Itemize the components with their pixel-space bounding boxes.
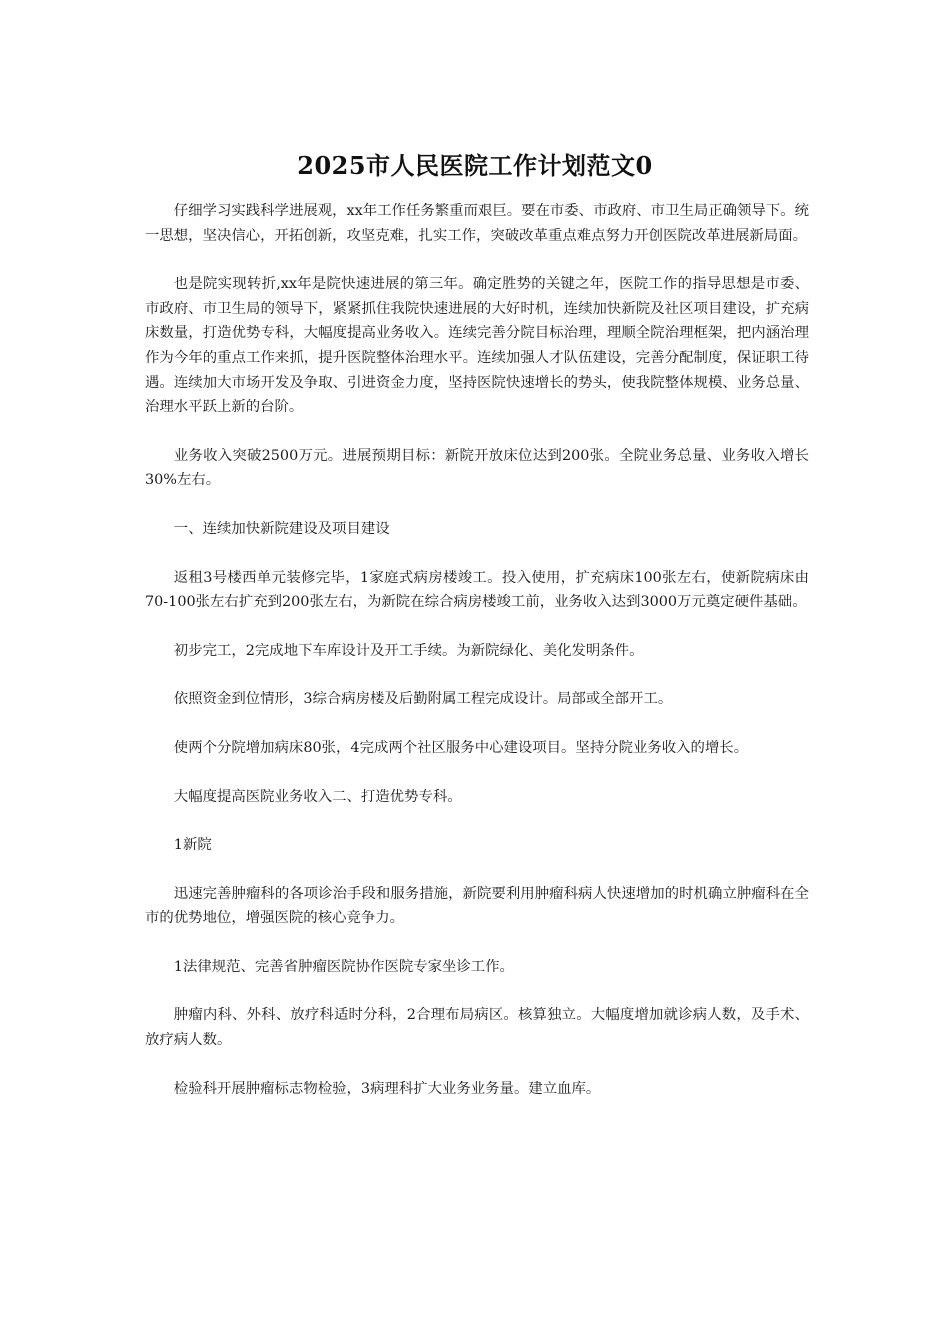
paragraph: 检验科开展肿瘤标志物检验，3病理科扩大业务业务量。建立血库。	[173, 1080, 601, 1097]
paragraph: 使两个分院增加病床80张，4完成两个社区服务中心建设项目。坚持分院业务收入的增长。	[173, 739, 749, 756]
paragraph: 仔细学习实践科学进展观，xx年工作任务繁重而艰巨。要在市委、市政府、市卫生局正确领导下。统一思想，坚决信心，开拓创新，攻坚克难，扎实工作，突破改革重点难点努力开创医院改革进展新局面。	[145, 203, 809, 244]
paragraph: 初步完工，2完成地下车库设计及开工手续。为新院绿化、美化发明条件。	[173, 642, 644, 659]
paragraph: 业务收入突破2500万元。进展预期目标：新院开放床位达到200张。全院业务总量、业务收入增长30%左右。	[145, 447, 809, 489]
paragraph: 迅速完善肿瘤科的各项诊治手段和服务措施，新院要利用肿瘤科病人快速增加的时机确立肿瘤科在全市的优势地位，增强医院的核心竞争力。	[145, 885, 809, 927]
paragraph: 返租3号楼西单元装修完毕，1家庭式病房楼竣工。投入使用，扩充病床100张左右，使新院病床由70-100张左右扩充到200张左右，为新院在综合病房楼竣工前，业务收入达到3000万元奠定硬件基础。	[145, 569, 809, 611]
paragraph: 依照资金到位情形，3综合病房楼及后勤附属工程完成设计。局部或全部开工。	[173, 691, 673, 708]
paragraph: 也是院实现转折,xx年是院快速进展的第三年。确定胜势的关键之年，医院工作的指导思想是市委、市政府、市卫生局的领导下，紧紧抓住我院快速进展的大好时机，连续加快新院及社区项目建设，扩充病床数量，打造优势专科，大幅度提高业务收入。连续完善分院目标治理，理顺全院治理框架，把内涵治理作为今年的重点工作来抓，提升医院整体治理水平。连续加强人才队伍建设，完善分配制度，保证职工待遇。连续加大市场开发及争取、引进资金力度，坚持医院快速增长的势头，使我院整体规模、业务总量、治理水平跃上新的台阶。	[145, 276, 809, 416]
paragraph: 肿瘤内科、外科、放疗科适时分科，2合理布局病区。核算独立。大幅度增加就诊病人数，及手术、放疗病人数。	[145, 1007, 809, 1049]
document-body	[145, 199, 809, 1125]
subsection-heading: 1新院	[173, 837, 212, 854]
document-title: 2025市人民医院工作计划范文0	[297, 151, 653, 181]
section-heading: 一、连续加快新院建设及项目建设	[173, 520, 390, 537]
paragraph: 1法律规范、完善省肿瘤医院协作医院专家坐诊工作。	[173, 958, 514, 975]
paragraph: 大幅度提高医院业务收入二、打造优势专科。	[173, 788, 462, 805]
